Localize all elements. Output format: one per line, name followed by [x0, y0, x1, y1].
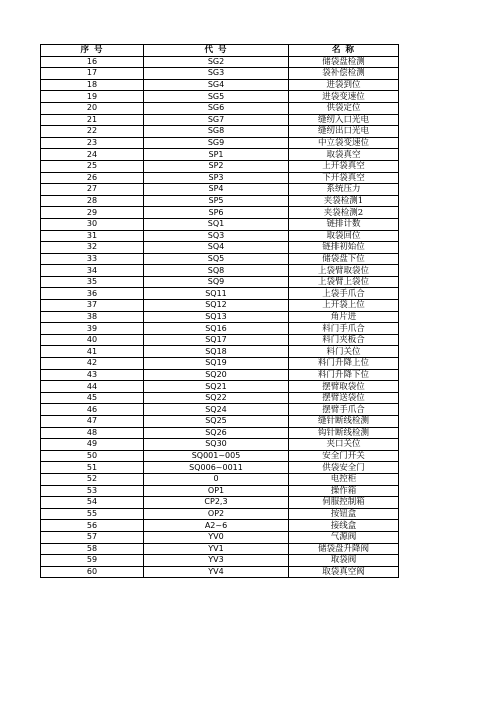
table-row	[41, 79, 399, 91]
cell-name: 安全门开关	[289, 450, 399, 462]
cell-code: SQ1	[144, 218, 289, 230]
table-row	[41, 473, 399, 485]
cell-serial-number: 31	[41, 230, 144, 242]
cell-name: 摆臂取袋位	[289, 381, 399, 393]
table-row	[41, 439, 399, 451]
cell-serial-number: 28	[41, 195, 144, 207]
cell-code: SP4	[144, 184, 289, 196]
cell-code: SG7	[144, 114, 289, 126]
table-row	[41, 137, 399, 149]
cell-serial-number: 18	[41, 79, 144, 91]
table-row	[41, 149, 399, 161]
cell-serial-number: 30	[41, 218, 144, 230]
header-code: 代 号	[144, 45, 289, 57]
table-row	[41, 334, 399, 346]
cell-serial-number: 52	[41, 473, 144, 485]
cell-name: 伺服控制箱	[289, 497, 399, 509]
cell-code: SQ13	[144, 311, 289, 323]
cell-name: 供袋定位	[289, 102, 399, 114]
cell-code: SQ30	[144, 439, 289, 451]
table-row	[41, 126, 399, 138]
cell-code: SQ8	[144, 265, 289, 277]
cell-name: 缝纫入口光电	[289, 114, 399, 126]
table-row	[41, 358, 399, 370]
table-row	[41, 184, 399, 196]
cell-serial-number: 42	[41, 358, 144, 370]
table-row	[41, 520, 399, 532]
cell-name: 储袋盘下位	[289, 253, 399, 265]
cell-name: 接线盒	[289, 520, 399, 532]
cell-code: 0	[144, 473, 289, 485]
cell-code: SQ9	[144, 276, 289, 288]
cell-name: 角片进	[289, 311, 399, 323]
cell-serial-number: 24	[41, 149, 144, 161]
cell-code: SQ26	[144, 427, 289, 439]
cell-serial-number: 35	[41, 276, 144, 288]
cell-name: 缝纫出口光电	[289, 126, 399, 138]
cell-code: SG9	[144, 137, 289, 149]
cell-serial-number: 39	[41, 323, 144, 335]
cell-name: 上开袋上位	[289, 300, 399, 312]
table-row	[41, 323, 399, 335]
cell-serial-number: 34	[41, 265, 144, 277]
cell-serial-number: 19	[41, 91, 144, 103]
cell-code: OP1	[144, 485, 289, 497]
table-row	[41, 172, 399, 184]
table-row	[41, 450, 399, 462]
cell-name: 料门夹板合	[289, 334, 399, 346]
table-row	[41, 114, 399, 126]
table-row	[41, 91, 399, 103]
table-row	[41, 462, 399, 474]
cell-serial-number: 48	[41, 427, 144, 439]
cell-name: 系统压力	[289, 184, 399, 196]
cell-name: 按钮盒	[289, 508, 399, 520]
cell-name: 夹口关位	[289, 439, 399, 451]
table-row	[41, 508, 399, 520]
table-row	[41, 300, 399, 312]
cell-code: YV1	[144, 543, 289, 555]
cell-code: SQ16	[144, 323, 289, 335]
cell-serial-number: 38	[41, 311, 144, 323]
cell-code: SQ12	[144, 300, 289, 312]
cell-code: SQ11	[144, 288, 289, 300]
cell-name: 中立袋变速位	[289, 137, 399, 149]
cell-code: OP2	[144, 508, 289, 520]
cell-code: A2~6	[144, 520, 289, 532]
cell-serial-number: 27	[41, 184, 144, 196]
header-name: 名 称	[289, 45, 399, 57]
table-row	[41, 416, 399, 428]
table-row	[41, 555, 399, 567]
cell-name: 取袋阀	[289, 555, 399, 567]
table-row	[41, 242, 399, 254]
cell-serial-number: 54	[41, 497, 144, 509]
cell-serial-number: 56	[41, 520, 144, 532]
cell-serial-number: 25	[41, 160, 144, 172]
cell-serial-number: 23	[41, 137, 144, 149]
cell-name: 电控柜	[289, 473, 399, 485]
cell-serial-number: 47	[41, 416, 144, 428]
cell-name: 上袋臂上袋位	[289, 276, 399, 288]
cell-code: SP5	[144, 195, 289, 207]
cell-serial-number: 16	[41, 56, 144, 68]
cell-serial-number: 20	[41, 102, 144, 114]
cell-name: 料门关位	[289, 346, 399, 358]
cell-name: 上开袋真空	[289, 160, 399, 172]
cell-code: SQ20	[144, 369, 289, 381]
table-row	[41, 543, 399, 555]
cell-serial-number: 36	[41, 288, 144, 300]
cell-code: SP1	[144, 149, 289, 161]
table-row	[41, 56, 399, 68]
table-row	[41, 230, 399, 242]
table-row	[41, 531, 399, 543]
cell-name: 供袋安全门	[289, 462, 399, 474]
cell-serial-number: 49	[41, 439, 144, 451]
cell-code: CP2,3	[144, 497, 289, 509]
table-row	[41, 265, 399, 277]
cell-serial-number: 41	[41, 346, 144, 358]
table-row	[41, 311, 399, 323]
cell-code: SP2	[144, 160, 289, 172]
cell-name: 缝针断线检测	[289, 416, 399, 428]
table-row	[41, 381, 399, 393]
cell-name: 进袋到位	[289, 79, 399, 91]
cell-name: 摆臂送袋位	[289, 392, 399, 404]
cell-serial-number: 50	[41, 450, 144, 462]
cell-serial-number: 33	[41, 253, 144, 265]
cell-code: SQ25	[144, 416, 289, 428]
cell-name: 上袋手爪合	[289, 288, 399, 300]
cell-code: SQ17	[144, 334, 289, 346]
header-row	[41, 45, 399, 57]
cell-name: 料门升降下位	[289, 369, 399, 381]
cell-serial-number: 58	[41, 543, 144, 555]
cell-name: 储袋盘检测	[289, 56, 399, 68]
cell-name: 取袋真空阀	[289, 566, 399, 578]
cell-code: SQ22	[144, 392, 289, 404]
cell-code: SP3	[144, 172, 289, 184]
cell-name: 上袋臂取袋位	[289, 265, 399, 277]
parts-table	[40, 44, 399, 578]
cell-name: 操作箱	[289, 485, 399, 497]
cell-code: SG5	[144, 91, 289, 103]
table-row	[41, 253, 399, 265]
cell-serial-number: 29	[41, 207, 144, 219]
cell-code: YV4	[144, 566, 289, 578]
cell-serial-number: 57	[41, 531, 144, 543]
cell-name: 夹袋检测1	[289, 195, 399, 207]
cell-code: SQ4	[144, 242, 289, 254]
header-serial-number: 序 号	[41, 45, 144, 57]
cell-name: 摆臂手爪合	[289, 404, 399, 416]
table-row	[41, 68, 399, 80]
cell-name: 料门手爪合	[289, 323, 399, 335]
table-row	[41, 404, 399, 416]
cell-name: 链排计数	[289, 218, 399, 230]
cell-code: SQ18	[144, 346, 289, 358]
table-row	[41, 369, 399, 381]
cell-name: 取袋真空	[289, 149, 399, 161]
table-row	[41, 346, 399, 358]
table-row	[41, 218, 399, 230]
cell-serial-number: 59	[41, 555, 144, 567]
cell-serial-number: 45	[41, 392, 144, 404]
cell-name: 钩针断线检测	[289, 427, 399, 439]
cell-name: 进袋变速位	[289, 91, 399, 103]
cell-serial-number: 37	[41, 300, 144, 312]
cell-serial-number: 51	[41, 462, 144, 474]
cell-name: 下开袋真空	[289, 172, 399, 184]
cell-serial-number: 17	[41, 68, 144, 80]
cell-serial-number: 43	[41, 369, 144, 381]
cell-code: SG4	[144, 79, 289, 91]
cell-code: SQ3	[144, 230, 289, 242]
cell-serial-number: 26	[41, 172, 144, 184]
cell-code: SQ5	[144, 253, 289, 265]
cell-serial-number: 22	[41, 126, 144, 138]
table-row	[41, 102, 399, 114]
table-row	[41, 566, 399, 578]
cell-name: 链排初始位	[289, 242, 399, 254]
cell-code: SQ001~005	[144, 450, 289, 462]
cell-code: SG2	[144, 56, 289, 68]
cell-serial-number: 53	[41, 485, 144, 497]
cell-code: SG6	[144, 102, 289, 114]
table-row	[41, 288, 399, 300]
cell-serial-number: 44	[41, 381, 144, 393]
cell-code: SG3	[144, 68, 289, 80]
cell-code: SQ006~0011	[144, 462, 289, 474]
cell-name: 袋补偿检测	[289, 68, 399, 80]
cell-code: YV0	[144, 531, 289, 543]
cell-code: SG8	[144, 126, 289, 138]
table-row	[41, 276, 399, 288]
cell-serial-number: 40	[41, 334, 144, 346]
cell-code: SQ21	[144, 381, 289, 393]
cell-name: 取袋回位	[289, 230, 399, 242]
cell-code: SQ19	[144, 358, 289, 370]
table-row	[41, 195, 399, 207]
table-row	[41, 392, 399, 404]
table-row	[41, 427, 399, 439]
cell-serial-number: 21	[41, 114, 144, 126]
table-row	[41, 485, 399, 497]
cell-serial-number: 60	[41, 566, 144, 578]
cell-name: 气源阀	[289, 531, 399, 543]
table-row	[41, 207, 399, 219]
cell-code: SP6	[144, 207, 289, 219]
cell-serial-number: 55	[41, 508, 144, 520]
table-row	[41, 160, 399, 172]
cell-code: YV3	[144, 555, 289, 567]
cell-serial-number: 46	[41, 404, 144, 416]
cell-code: SQ24	[144, 404, 289, 416]
cell-name: 料门升降上位	[289, 358, 399, 370]
cell-name: 储袋盘升降阀	[289, 543, 399, 555]
cell-name: 夹袋检测2	[289, 207, 399, 219]
cell-serial-number: 32	[41, 242, 144, 254]
table-row	[41, 497, 399, 509]
